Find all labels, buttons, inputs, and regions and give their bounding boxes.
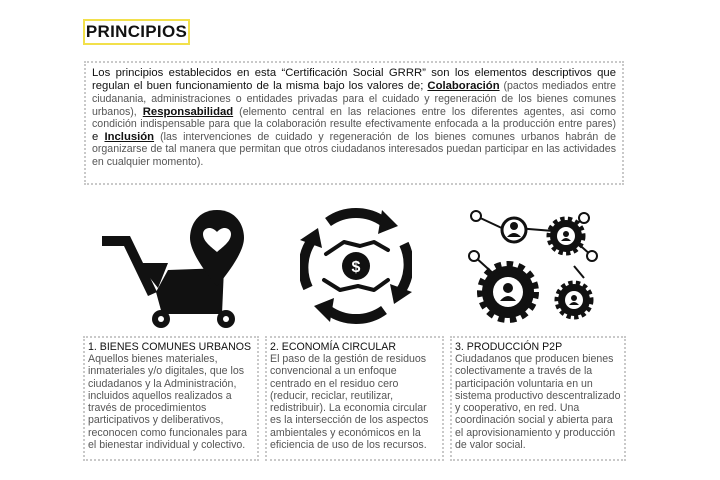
principle-economia-circular: [265, 336, 444, 461]
value-responsabilidad: Responsabilidad: [142, 105, 234, 118]
intro-paragraph: [84, 61, 624, 185]
principle-title: 3. PRODUCCIÓN P2P: [455, 341, 563, 353]
principle-description: El paso de la gestión de residuos convencional a un enfoque centrado en el residuo cero (reducir, reciclar, reutilizar, redistribuir). La economia circular es la intersección de los aspectos ambientales y económicos en la eficiencia de uso de los recursos.: [270, 353, 429, 452]
value-inclusion: Inclusión: [104, 130, 155, 143]
circular-economy-icon: [300, 206, 412, 326]
value-responsabilidad-description: (elemento central en las relaciones entre los diferentes agentes, asi como condición indispensable para que la colaboración resulte efectivamente enfocada a la producción entre pares): [92, 105, 616, 131]
principle-title: 1. BIENES COMUNES URBANOS: [88, 341, 252, 353]
principle-title: 2. ECONOMÍA CIRCULAR: [270, 341, 396, 353]
value-colaboracion-description: (pactos mediados entre ciudanania, administraciones o entidades privadas para el cuidado y regeneración de los bienes comunes urbanos),: [92, 80, 616, 118]
value-colaboracion: Colaboración: [427, 80, 500, 92]
principle-produccion-p2p: [450, 336, 626, 461]
principle-bienes-comunes: [83, 336, 259, 461]
principle-description: Aquellos bienes materiales, inmateriales y/o digitales, que los ciudadanos y la Administración, incluidos aquellos realizados a través de procedimientos participativos y deliberativos, reconocen como funcionales para el bienestar individual y colectivo.: [88, 353, 248, 452]
p2p-gears-icon: [466, 206, 600, 326]
cart-location-icon: [98, 210, 248, 332]
page-title: PRINCIPIOS: [83, 19, 190, 45]
principle-description: Ciudadanos que producen bienes colectivamente a través de la participación voluntaria en un sistema productivo descentralizado y cooperativo, en red. Una coordinación social y abierta para el aprovisionamiento y producción de valor social.: [455, 353, 621, 452]
dollar-symbol: $: [351, 259, 361, 276]
intro-lead: Los principios establecidos en esta “Certificación Social GRRR” son los elementos descriptivos que regulan el buen funcionamiento de la misma bajo los valores de;: [92, 67, 616, 92]
intro-connector: e: [92, 130, 105, 143]
value-inclusion-description: (las intervenciones de cuidado y regeneración de los bienes comunes urbanos habrán de organizarse de tal manera que permitan que otros ciudadanos interesados puedan participar en las actividades en cualquier momento).: [92, 130, 617, 168]
